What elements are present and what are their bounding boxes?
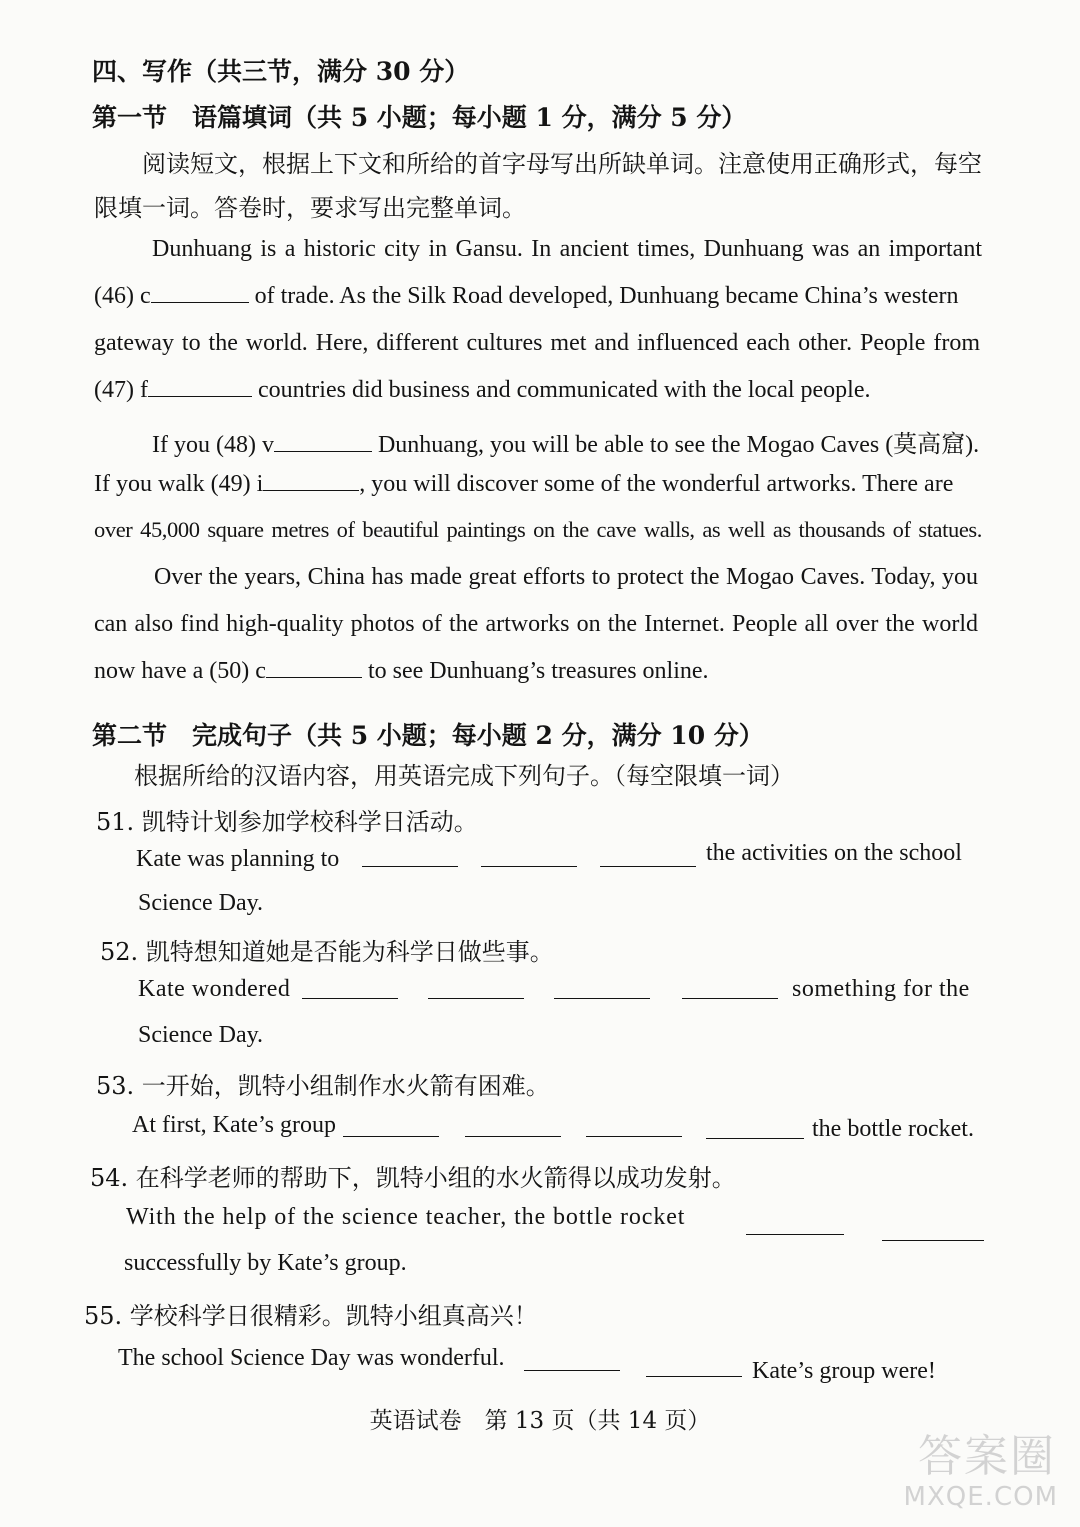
page-footer: 英语试卷 第 13 页（共 14 页）	[369, 1408, 711, 1434]
blank-48-label: If you (48) v	[152, 432, 274, 458]
q52-blank-2[interactable]	[428, 980, 524, 999]
q53-chinese: 53. 一开始，凯特小组制作水火箭有困难。	[96, 1072, 550, 1100]
blank-46[interactable]	[151, 284, 249, 303]
q52-blank-1[interactable]	[302, 980, 398, 999]
section-title: 四、写作（共三节，满分 30 分）	[92, 57, 470, 86]
q53-blank-3[interactable]	[586, 1118, 682, 1137]
q55-sentence-end: Kate’s group were!	[752, 1358, 936, 1384]
q52-sentence-end: something for the	[792, 976, 970, 1002]
q52-blank-4[interactable]	[682, 980, 778, 999]
q54-blank-1[interactable]	[746, 1216, 844, 1235]
watermark-url: MXQE.COM	[903, 1482, 1058, 1512]
passage-p1-line4-text: countries did business and communicated with the local people.	[251, 377, 871, 403]
q52-chinese: 52. 凯特想知道她是否能为科学日做些事。	[100, 938, 554, 966]
q51-sentence-end: the activities on the school	[706, 840, 962, 866]
q54-chinese: 54. 在科学老师的帮助下，凯特小组的水火箭得以成功发射。	[90, 1164, 736, 1192]
q51-blank-1[interactable]	[362, 848, 458, 867]
q55-blank-2[interactable]	[646, 1358, 742, 1377]
passage-p1-line1: Dunhuang is a historic city in Gansu. In ancient times, Dunhuang was an important	[152, 236, 982, 262]
part1-title: 第一节 语篇填词（共 5 小题；每小题 1 分，满分 5 分）	[92, 103, 747, 132]
q55-chinese: 55. 学校科学日很精彩。凯特小组真高兴！	[84, 1302, 538, 1330]
q51-sentence-cont: Science Day.	[138, 890, 264, 916]
q51-sentence-start: Kate was planning to	[136, 846, 340, 872]
q51-blank-3[interactable]	[600, 848, 696, 867]
passage-p3-line3	[94, 658, 709, 685]
passage-p1-line3: gateway to the world. Here, different cultures met and influenced each other. People from	[94, 330, 980, 356]
passage-p1-line2-text: of trade. As the Silk Road developed, Dunhuang became China’s western	[248, 283, 959, 309]
q54-sentence-start: With the help of the science teacher, the bottle rocket	[126, 1204, 686, 1230]
q52-sentence-cont: Science Day.	[138, 1022, 264, 1048]
passage-p2-line2-text: , you will discover some of the wonderful artworks. There are	[359, 471, 954, 497]
blank-49-label: If you walk (49) i	[94, 471, 264, 497]
passage-p3-line3-text: to see Dunhuang’s treasures online.	[361, 658, 709, 684]
q54-blank-2[interactable]	[882, 1222, 984, 1241]
passage-p2-line1-text: Dunhuang, you will be able to see the Mogao Caves (莫高窟).	[371, 432, 980, 458]
q51-blank-2[interactable]	[481, 848, 577, 867]
blank-48[interactable]	[274, 433, 372, 452]
q53-blank-2[interactable]	[465, 1118, 561, 1137]
q52-blank-3[interactable]	[554, 980, 650, 999]
part1-instruction-line2: 限填一词。答卷时，要求写出完整单词。	[94, 194, 526, 222]
blank-46-label: (46) c	[94, 283, 151, 309]
blank-49[interactable]	[263, 472, 359, 491]
watermark-logo: 答案圈	[918, 1431, 1056, 1482]
q51-chinese: 51. 凯特计划参加学校科学日活动。	[96, 808, 478, 836]
part2-title: 第二节 完成句子（共 5 小题；每小题 2 分，满分 10 分）	[92, 721, 764, 750]
q53-sentence-start: At first, Kate’s group	[132, 1112, 336, 1138]
passage-p2-line1	[152, 424, 979, 459]
q54-sentence-cont: successfully by Kate’s group.	[124, 1250, 407, 1276]
blank-50-label: now have a (50) c	[94, 658, 266, 684]
watermark	[870, 1420, 1070, 1520]
blank-47[interactable]	[148, 378, 252, 397]
q53-blank-1[interactable]	[343, 1118, 439, 1137]
q55-sentence-start: The school Science Day was wonderful.	[118, 1345, 505, 1371]
part1-instruction-line1: 阅读短文，根据上下文和所给的首字母写出所缺单词。注意使用正确形式，每空	[142, 150, 982, 178]
passage-p2-line3: over 45,000 square metres of beautiful paintings on the cave walls, as well as thousands of statues.	[94, 517, 982, 542]
passage-p1-line4	[94, 377, 871, 404]
q53-blank-4[interactable]	[706, 1120, 804, 1139]
q52-sentence-start: Kate wondered	[138, 976, 291, 1002]
passage-p3-line2: can also find high-quality photos of the artworks on the Internet. People all over the world	[94, 611, 978, 637]
blank-50[interactable]	[266, 659, 362, 678]
passage-p3-line1: Over the years, China has made great efforts to protect the Mogao Caves. Today, you	[154, 564, 978, 590]
q53-sentence-end: the bottle rocket.	[812, 1116, 974, 1142]
passage-p2-line2	[94, 471, 953, 498]
passage-p1-line2	[94, 283, 958, 310]
q55-blank-1[interactable]	[524, 1352, 620, 1371]
part2-instruction: 根据所给的汉语内容，用英语完成下列句子。（每空限填一词）	[134, 762, 794, 790]
blank-47-label: (47) f	[94, 377, 148, 403]
